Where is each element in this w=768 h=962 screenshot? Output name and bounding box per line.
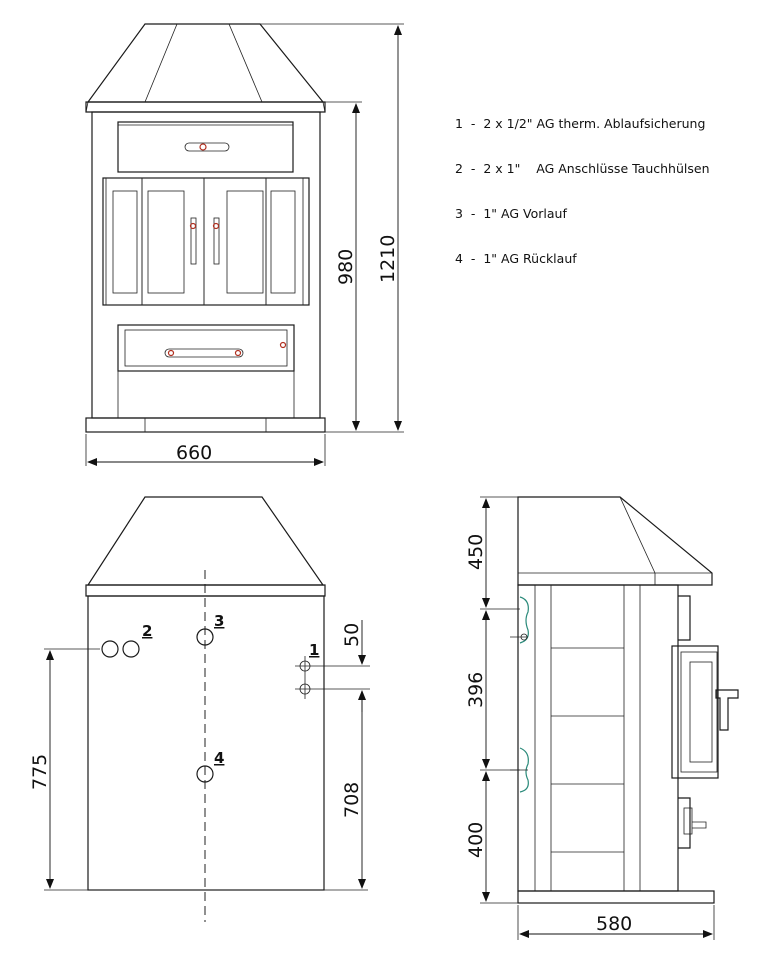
dim-980: 980 xyxy=(335,248,357,285)
label-1: 1 xyxy=(309,641,320,659)
legend-item-2: 2 - 2 x 1" AG Anschlüsse Tauchhülsen xyxy=(455,161,710,176)
dim-1210: 1210 xyxy=(377,234,399,283)
label-4: 4 xyxy=(214,749,225,767)
dim-775: 775 xyxy=(29,753,51,790)
legend-item-3: 3 - 1" AG Vorlauf xyxy=(455,206,567,221)
dim-450: 450 xyxy=(465,533,487,570)
label-3: 3 xyxy=(214,612,225,630)
label-2: 2 xyxy=(142,622,153,640)
legend-item-4: 4 - 1" AG Rücklauf xyxy=(455,251,577,266)
dim-708: 708 xyxy=(341,781,363,818)
dim-396: 396 xyxy=(465,671,487,708)
legend-item-1: 1 - 2 x 1/2" AG therm. Ablaufsicherung xyxy=(455,116,706,131)
side-view xyxy=(465,497,738,940)
dim-580: 580 xyxy=(596,913,633,935)
back-view xyxy=(29,497,370,922)
front-view xyxy=(86,24,404,466)
dim-50: 50 xyxy=(341,622,363,647)
dim-660: 660 xyxy=(176,442,213,464)
dim-400: 400 xyxy=(465,821,487,858)
